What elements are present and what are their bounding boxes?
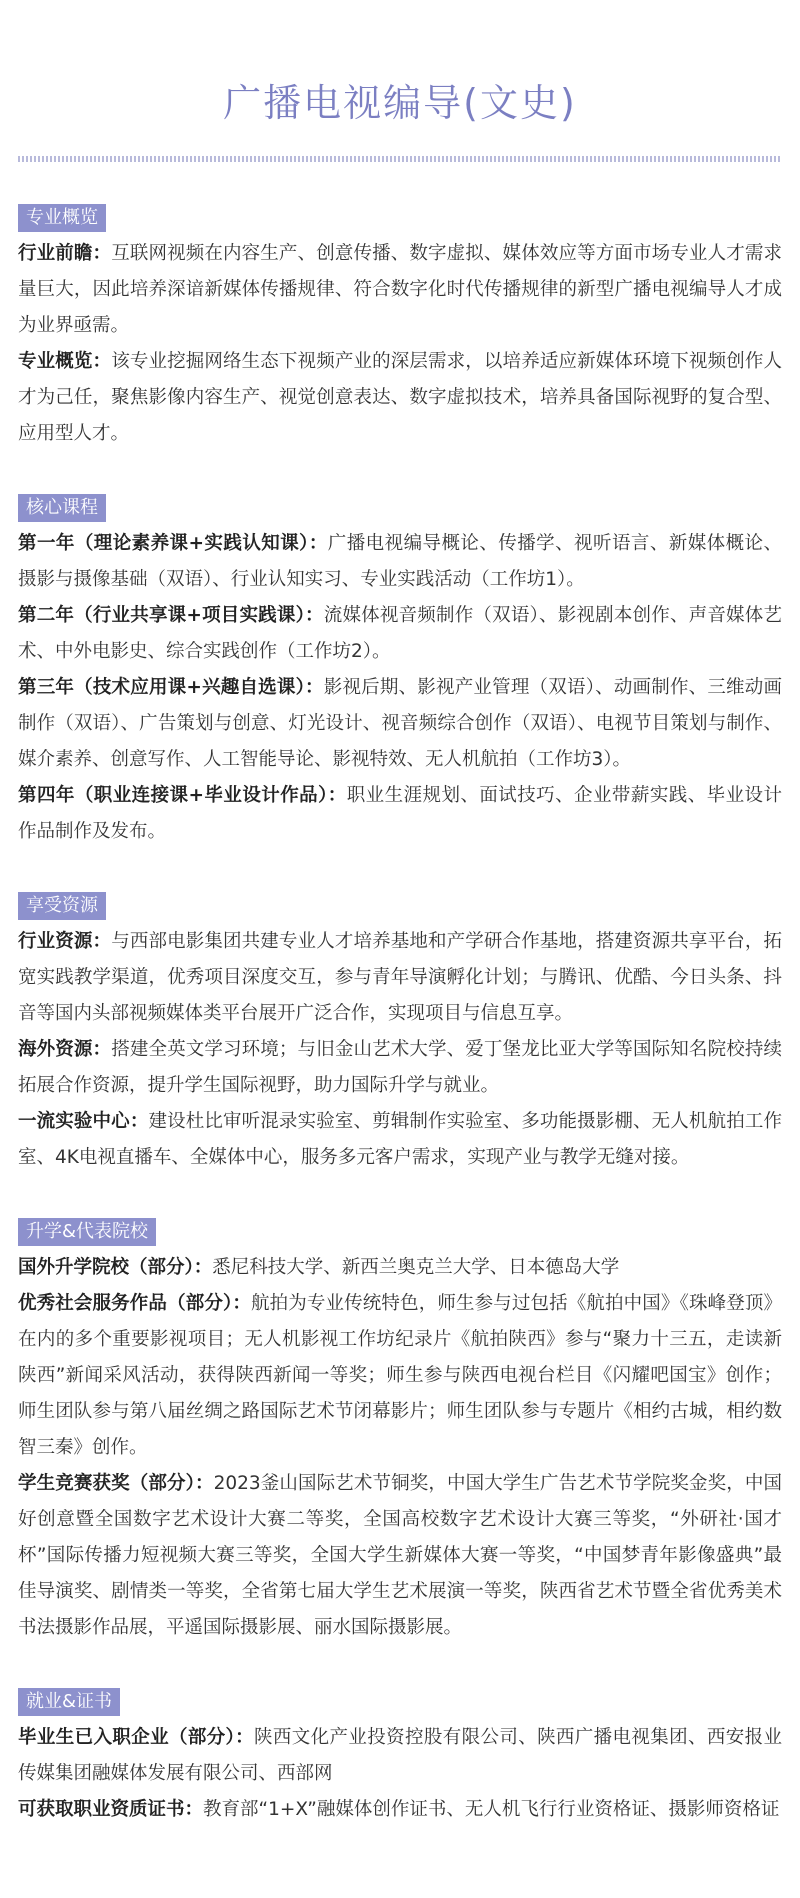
paragraph-text: 广播电视编导概论、传播学、视听语言、新媒体概论、摄影与摄像基础（双语）、行业认知实习、专业实践活动（工作坊1）。 xyxy=(18,533,782,590)
section-tag: 享受资源 xyxy=(18,892,106,920)
paragraph-label: 第三年（技术应用课+兴趣自选课）： xyxy=(18,677,324,698)
paragraph-text: 建设杜比审听混录实验室、剪辑制作实验室、多功能摄影棚、无人机航拍工作室、4K电视直播车、全媒体中心，服务多元客户需求，实现产业与教学无缝对接。 xyxy=(18,1111,782,1168)
paragraph-text: 流媒体视音频制作（双语）、影视剧本创作、声音媒体艺术、中外电影史、综合实践创作（工作坊2）。 xyxy=(18,605,782,662)
page-title: 广播电视编导(文史) xyxy=(223,81,577,125)
paragraph xyxy=(18,1250,782,1286)
section-resources xyxy=(18,892,782,1176)
paragraph xyxy=(18,526,782,598)
paragraph-text: 2023釜山国际艺术节铜奖，中国大学生广告艺术节学院奖金奖，中国好创意暨全国数字艺术设计大赛二等奖，全国高校数字艺术设计大赛三等奖，“外研社·国才杯”国际传播力短视频大赛三等奖，全国大学生新媒体大赛一等奖，“中国梦青年影像盛典”最佳导演奖、剧情类一等奖，全省第七届大学生艺术展演一等奖，陕西省艺术节暨全省优秀美术书法摄影作品展，平遥国际摄影展、丽水国际摄影展。 xyxy=(18,1473,782,1638)
paragraph-text: 互联网视频在内容生产、创意传播、数字虚拟、媒体效应等方面市场专业人才需求量巨大，因此培养深谙新媒体传播规律、符合数字化时代传播规律的新型广播电视编导人才成为业界亟需。 xyxy=(18,243,782,336)
dotted-divider xyxy=(18,156,782,162)
paragraph-text: 与西部电影集团共建专业人才培养基地和产学研合作基地，搭建资源共享平台，拓宽实践教学渠道，优秀项目深度交互，参与青年导演孵化计划；与腾讯、优酷、今日头条、抖音等国内头部视频媒体类平台展开广泛合作，实现项目与信息互享。 xyxy=(18,931,782,1024)
paragraph-label: 第四年（职业连接课+毕业设计作品）： xyxy=(18,785,347,806)
paragraph-label: 优秀社会服务作品（部分）： xyxy=(18,1293,251,1314)
section-core-courses xyxy=(18,494,782,850)
paragraph-text: 教育部“1+X”融媒体创作证书、无人机飞行行业资格证、摄影师资格证 xyxy=(203,1799,780,1820)
paragraph xyxy=(18,1466,782,1646)
paragraph-text: 航拍为专业传统特色，师生参与过包括《航拍中国》《珠峰登顶》在内的多个重要影视项目；无人机影视工作坊纪录片《航拍陕西》参与“聚力十三五，走读新陕西”新闻采风活动，获得陕西新闻一等奖；师生参与陕西电视台栏目《闪耀吧国宝》创作；师生团队参与第八届丝绸之路国际艺术节闭幕影片；师生团队参与专题片《相约古城，相约数智三秦》创作。 xyxy=(18,1293,782,1458)
section-employment xyxy=(18,1688,782,1828)
paragraph-label: 海外资源： xyxy=(18,1039,112,1060)
paragraph xyxy=(18,670,782,778)
paragraph xyxy=(18,1792,782,1828)
section-tag: 就业&证书 xyxy=(18,1688,120,1716)
paragraph-label: 毕业生已入职企业（部分）： xyxy=(18,1727,255,1748)
paragraph-text: 该专业挖掘网络生态下视频产业的深层需求，以培养适应新媒体环境下视频创作人才为己任，聚焦影像内容生产、视觉创意表达、数字虚拟技术，培养具备国际视野的复合型、应用型人才。 xyxy=(18,351,782,444)
paragraph-text: 陕西文化产业投资控股有限公司、陕西广播电视集团、西安报业传媒集团融媒体发展有限公司、西部网 xyxy=(18,1727,782,1784)
paragraph xyxy=(18,778,782,850)
paragraph-label: 专业概览： xyxy=(18,351,112,372)
paragraph-text: 职业生涯规划、面试技巧、企业带薪实践、毕业设计作品制作及发布。 xyxy=(18,785,782,842)
section-further-study xyxy=(18,1218,782,1646)
paragraph xyxy=(18,598,782,670)
section-tag: 核心课程 xyxy=(18,494,106,522)
paragraph-label: 第二年（行业共享课+项目实践课）： xyxy=(18,605,324,626)
paragraph xyxy=(18,924,782,1032)
paragraph-label: 可获取职业资质证书： xyxy=(18,1799,204,1820)
paragraph-label: 国外升学院校（部分）： xyxy=(18,1257,213,1278)
section-tag: 专业概览 xyxy=(18,204,106,232)
paragraph xyxy=(18,1032,782,1104)
paragraph xyxy=(18,236,782,344)
paragraph-label: 学生竞赛获奖（部分）： xyxy=(18,1473,214,1494)
section-overview xyxy=(18,204,782,452)
paragraph-text: 搭建全英文学习环境；与旧金山艺术大学、爱丁堡龙比亚大学等国际知名院校持续拓展合作资源，提升学生国际视野，助力国际升学与就业。 xyxy=(18,1039,782,1096)
paragraph-text: 悉尼科技大学、新西兰奥克兰大学、日本德岛大学 xyxy=(212,1257,620,1278)
section-tag: 升学&代表院校 xyxy=(18,1218,156,1246)
paragraph xyxy=(18,1104,782,1176)
paragraph-label: 行业前瞻： xyxy=(18,243,112,264)
paragraph xyxy=(18,1286,782,1466)
paragraph xyxy=(18,1720,782,1792)
paragraph xyxy=(18,344,782,452)
paragraph-text: 影视后期、影视产业管理（双语）、动画制作、三维动画制作（双语）、广告策划与创意、灯光设计、视音频综合创作（双语）、电视节目策划与制作、媒介素养、创意写作、人工智能导论、影视特效、无人机航拍（工作坊3）。 xyxy=(18,677,782,770)
paragraph-label: 一流实验中心： xyxy=(18,1111,149,1132)
paragraph-label: 行业资源： xyxy=(18,931,112,952)
paragraph-label: 第一年（理论素养课+实践认知课）： xyxy=(18,533,328,554)
